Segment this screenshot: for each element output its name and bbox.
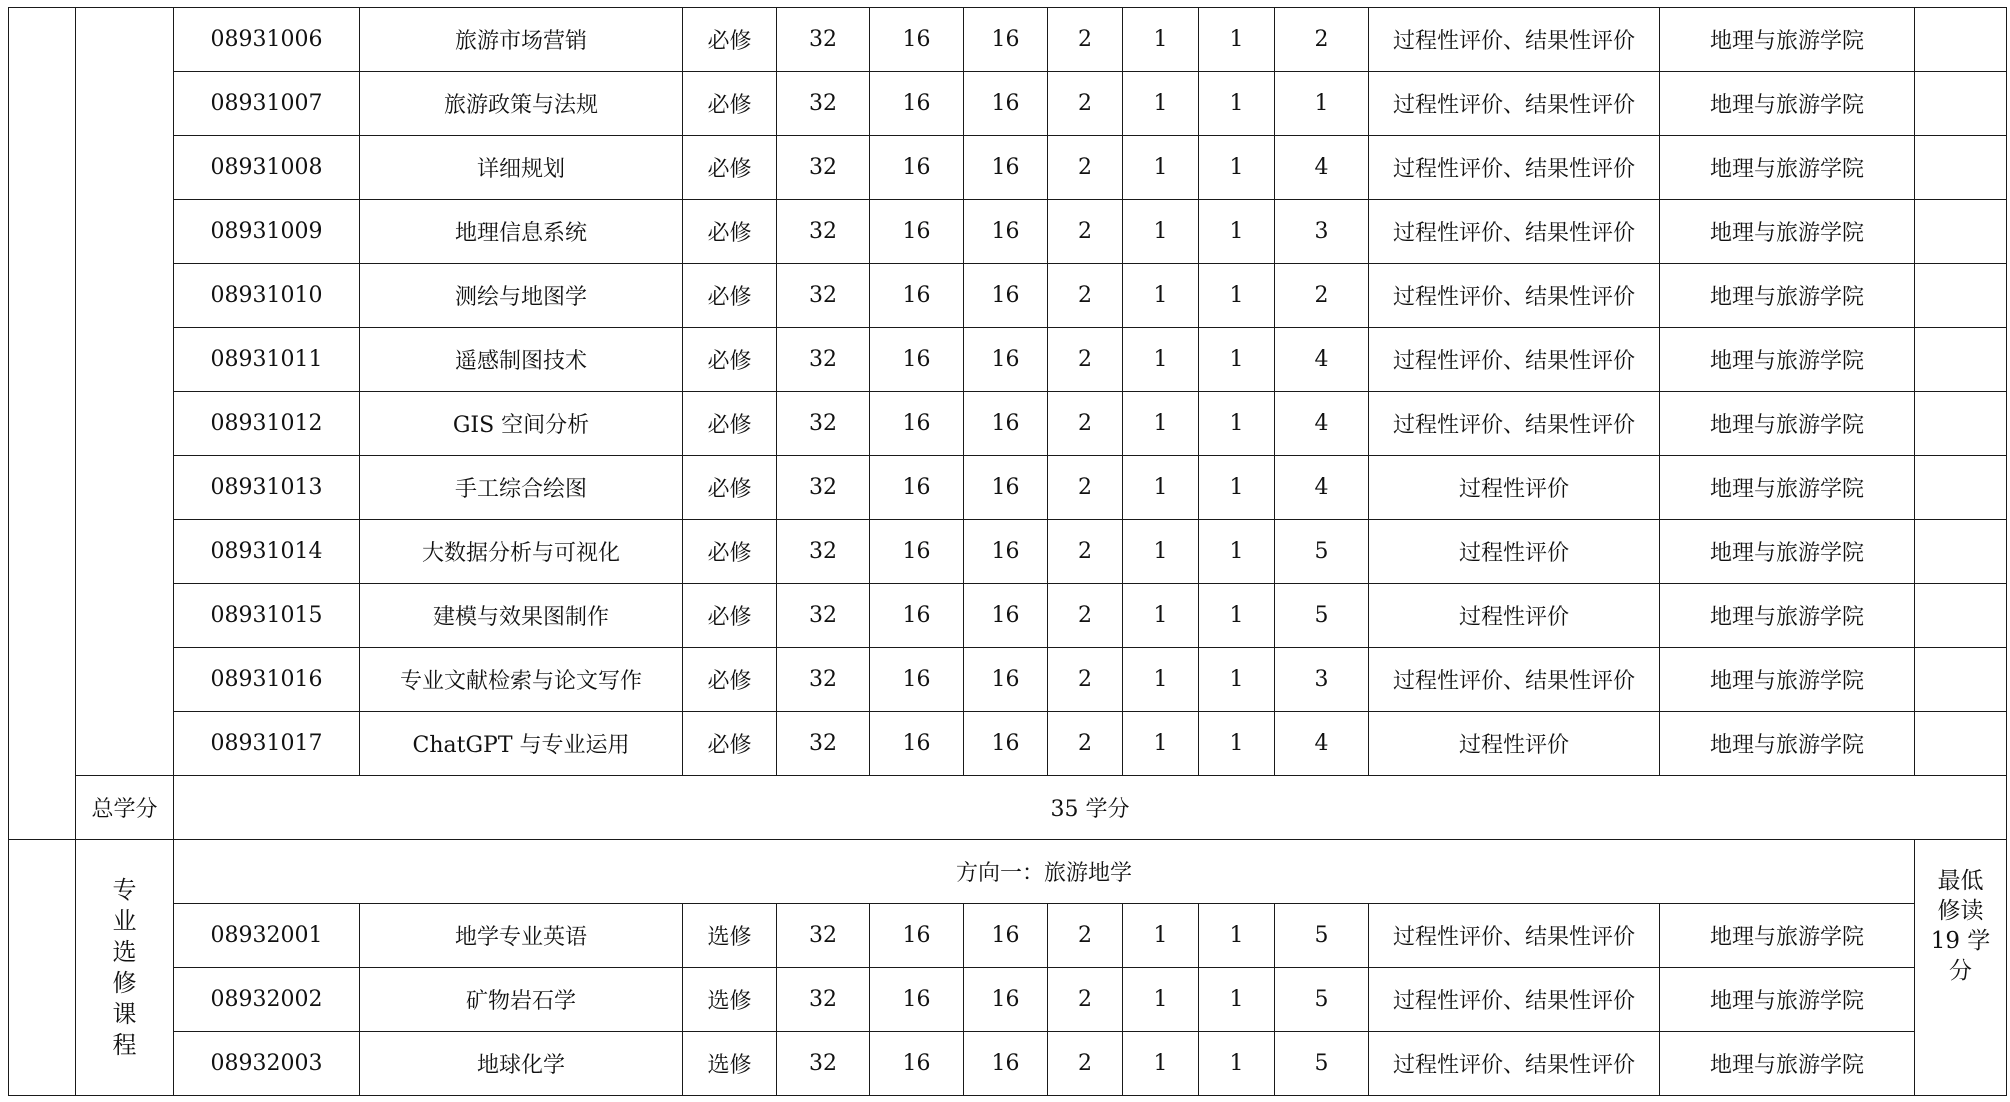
theory-credits-cell: 1: [1123, 712, 1199, 776]
department-cell: 地理与旅游学院: [1660, 392, 1915, 456]
theory-hours-cell: 16: [870, 456, 964, 520]
semester-cell: 4: [1275, 328, 1369, 392]
table-row: [9, 648, 2007, 712]
practice-credits-cell: 1: [1199, 904, 1275, 968]
assessment-cell: 过程性评价、结果性评价: [1369, 648, 1660, 712]
practice-hours-cell: 16: [964, 1032, 1048, 1096]
course-type-cell: 必修: [683, 648, 777, 712]
course-code-cell: 08931011: [174, 328, 360, 392]
course-type-cell: 必修: [683, 328, 777, 392]
total-hours-cell: 32: [777, 520, 870, 584]
department-cell: 地理与旅游学院: [1660, 328, 1915, 392]
course-code-cell: 08931006: [174, 8, 360, 72]
course-type-cell: 必修: [683, 8, 777, 72]
remark-cell: [1915, 520, 2007, 584]
semester-cell: 4: [1275, 392, 1369, 456]
note-line: 分: [1949, 958, 1972, 984]
course-plan-table: [8, 7, 2007, 1096]
course-type-cell: 选修: [683, 1032, 777, 1096]
course-type-cell: 必修: [683, 200, 777, 264]
total-hours-cell: 32: [777, 328, 870, 392]
assessment-cell: 过程性评价、结果性评价: [1369, 1032, 1660, 1096]
total-hours-cell: 32: [777, 584, 870, 648]
table-row: [9, 904, 2007, 968]
table-row: [9, 456, 2007, 520]
practice-credits-cell: 1: [1199, 200, 1275, 264]
course-name-cell: 手工综合绘图: [360, 456, 683, 520]
course-code-cell: 08932001: [174, 904, 360, 968]
assessment-cell: 过程性评价: [1369, 456, 1660, 520]
total-hours-cell: 32: [777, 200, 870, 264]
department-cell: 地理与旅游学院: [1660, 8, 1915, 72]
practice-hours-cell: 16: [964, 136, 1048, 200]
assessment-cell: 过程性评价、结果性评价: [1369, 72, 1660, 136]
remark-cell: [1915, 648, 2007, 712]
semester-cell: 1: [1275, 72, 1369, 136]
theory-hours-cell: 16: [870, 1032, 964, 1096]
department-cell: 地理与旅游学院: [1660, 264, 1915, 328]
table-row: [9, 264, 2007, 328]
assessment-cell: 过程性评价、结果性评价: [1369, 328, 1660, 392]
total-credits-label: 总学分: [76, 776, 174, 840]
practice-credits-cell: 1: [1199, 136, 1275, 200]
course-code-cell: 08931012: [174, 392, 360, 456]
semester-cell: 3: [1275, 648, 1369, 712]
theory-hours-cell: 16: [870, 584, 964, 648]
theory-hours-cell: 16: [870, 968, 964, 1032]
course-type-cell: 必修: [683, 520, 777, 584]
table-row: [9, 328, 2007, 392]
remark-cell: [1915, 392, 2007, 456]
assessment-cell: 过程性评价: [1369, 712, 1660, 776]
course-code-cell: 08931014: [174, 520, 360, 584]
section-b-category-cell: [9, 840, 76, 1096]
theory-credits-cell: 1: [1123, 1032, 1199, 1096]
theory-hours-cell: 16: [870, 648, 964, 712]
assessment-cell: 过程性评价、结果性评价: [1369, 8, 1660, 72]
practice-hours-cell: 16: [964, 712, 1048, 776]
course-type-cell: 必修: [683, 456, 777, 520]
credits-cell: 2: [1048, 520, 1123, 584]
semester-cell: 2: [1275, 264, 1369, 328]
note-line: 19 学: [1930, 928, 1991, 954]
assessment-cell: 过程性评价、结果性评价: [1369, 392, 1660, 456]
course-type-cell: 选修: [683, 968, 777, 1032]
category-char: 程: [112, 1030, 137, 1059]
credits-cell: 2: [1048, 584, 1123, 648]
note-line: 修读: [1937, 898, 1984, 924]
course-name-cell: 大数据分析与可视化: [360, 520, 683, 584]
course-code-cell: 08931013: [174, 456, 360, 520]
remark-cell: [1915, 264, 2007, 328]
credits-cell: 2: [1048, 328, 1123, 392]
table-row: [9, 8, 2007, 72]
theory-credits-cell: 1: [1123, 456, 1199, 520]
course-name-cell: 建模与效果图制作: [360, 584, 683, 648]
assessment-cell: 过程性评价、结果性评价: [1369, 968, 1660, 1032]
total-hours-cell: 32: [777, 72, 870, 136]
theory-hours-cell: 16: [870, 392, 964, 456]
practice-credits-cell: 1: [1199, 584, 1275, 648]
theory-credits-cell: 1: [1123, 8, 1199, 72]
assessment-cell: 过程性评价、结果性评价: [1369, 264, 1660, 328]
total-hours-cell: 32: [777, 712, 870, 776]
total-hours-cell: 32: [777, 968, 870, 1032]
credits-cell: 2: [1048, 456, 1123, 520]
course-code-cell: 08931010: [174, 264, 360, 328]
credits-cell: 2: [1048, 968, 1123, 1032]
course-name-cell: 旅游市场营销: [360, 8, 683, 72]
table-row: [9, 712, 2007, 776]
course-name-cell: 地球化学: [360, 1032, 683, 1096]
theory-credits-cell: 1: [1123, 392, 1199, 456]
practice-credits-cell: 1: [1199, 712, 1275, 776]
department-cell: 地理与旅游学院: [1660, 1032, 1915, 1096]
theory-hours-cell: 16: [870, 520, 964, 584]
min-credits-note: [1915, 840, 2007, 1096]
course-name-cell: 旅游政策与法规: [360, 72, 683, 136]
category-char: 课: [112, 999, 137, 1028]
remark-cell: [1915, 8, 2007, 72]
theory-credits-cell: 1: [1123, 968, 1199, 1032]
table-row: [9, 72, 2007, 136]
theory-hours-cell: 16: [870, 8, 964, 72]
practice-credits-cell: 1: [1199, 392, 1275, 456]
practice-hours-cell: 16: [964, 904, 1048, 968]
table-row: [9, 968, 2007, 1032]
course-type-cell: 必修: [683, 584, 777, 648]
theory-hours-cell: 16: [870, 72, 964, 136]
practice-credits-cell: 1: [1199, 8, 1275, 72]
course-code-cell: 08932002: [174, 968, 360, 1032]
course-code-cell: 08931017: [174, 712, 360, 776]
practice-credits-cell: 1: [1199, 520, 1275, 584]
practice-hours-cell: 16: [964, 968, 1048, 1032]
remark-cell: [1915, 712, 2007, 776]
course-code-cell: 08931016: [174, 648, 360, 712]
total-hours-cell: 32: [777, 264, 870, 328]
practice-credits-cell: 1: [1199, 264, 1275, 328]
department-cell: 地理与旅游学院: [1660, 520, 1915, 584]
theory-hours-cell: 16: [870, 328, 964, 392]
assessment-cell: 过程性评价、结果性评价: [1369, 904, 1660, 968]
practice-hours-cell: 16: [964, 392, 1048, 456]
credits-cell: 2: [1048, 904, 1123, 968]
course-name-cell: 矿物岩石学: [360, 968, 683, 1032]
credits-cell: 2: [1048, 200, 1123, 264]
course-name-cell: 测绘与地图学: [360, 264, 683, 328]
elective-category-label: [76, 840, 174, 1096]
course-type-cell: 必修: [683, 712, 777, 776]
semester-cell: 4: [1275, 712, 1369, 776]
semester-cell: 5: [1275, 584, 1369, 648]
department-cell: 地理与旅游学院: [1660, 968, 1915, 1032]
department-cell: 地理与旅游学院: [1660, 136, 1915, 200]
credits-cell: 2: [1048, 648, 1123, 712]
semester-cell: 4: [1275, 136, 1369, 200]
theory-credits-cell: 1: [1123, 904, 1199, 968]
table-row: [9, 136, 2007, 200]
course-type-cell: 必修: [683, 136, 777, 200]
theory-credits-cell: 1: [1123, 648, 1199, 712]
assessment-cell: 过程性评价、结果性评价: [1369, 136, 1660, 200]
remark-cell: [1915, 584, 2007, 648]
course-code-cell: 08931007: [174, 72, 360, 136]
total-credits-value: 35 学分: [174, 776, 2007, 840]
theory-hours-cell: 16: [870, 200, 964, 264]
semester-cell: 2: [1275, 8, 1369, 72]
course-type-cell: 必修: [683, 392, 777, 456]
practice-hours-cell: 16: [964, 8, 1048, 72]
category-char: 修: [112, 968, 137, 997]
practice-hours-cell: 16: [964, 648, 1048, 712]
practice-hours-cell: 16: [964, 328, 1048, 392]
total-hours-cell: 32: [777, 648, 870, 712]
remark-cell: [1915, 456, 2007, 520]
table-row: [9, 840, 2007, 904]
total-hours-cell: 32: [777, 904, 870, 968]
credits-cell: 2: [1048, 136, 1123, 200]
category-char: 业: [112, 906, 137, 935]
department-cell: 地理与旅游学院: [1660, 72, 1915, 136]
course-code-cell: 08931015: [174, 584, 360, 648]
department-cell: 地理与旅游学院: [1660, 712, 1915, 776]
theory-hours-cell: 16: [870, 136, 964, 200]
credits-cell: 2: [1048, 1032, 1123, 1096]
theory-credits-cell: 1: [1123, 136, 1199, 200]
remark-cell: [1915, 72, 2007, 136]
total-hours-cell: 32: [777, 456, 870, 520]
practice-hours-cell: 16: [964, 264, 1048, 328]
course-code-cell: 08931009: [174, 200, 360, 264]
practice-credits-cell: 1: [1199, 328, 1275, 392]
theory-hours-cell: 16: [870, 904, 964, 968]
assessment-cell: 过程性评价、结果性评价: [1369, 200, 1660, 264]
remark-cell: [1915, 200, 2007, 264]
department-cell: 地理与旅游学院: [1660, 584, 1915, 648]
theory-credits-cell: 1: [1123, 520, 1199, 584]
semester-cell: 4: [1275, 456, 1369, 520]
note-line: 最低: [1937, 868, 1984, 894]
theory-credits-cell: 1: [1123, 328, 1199, 392]
total-hours-cell: 32: [777, 392, 870, 456]
category-char: 选: [112, 937, 137, 966]
course-name-cell: 详细规划: [360, 136, 683, 200]
semester-cell: 5: [1275, 904, 1369, 968]
course-name-cell: 遥感制图技术: [360, 328, 683, 392]
assessment-cell: 过程性评价: [1369, 584, 1660, 648]
assessment-cell: 过程性评价: [1369, 520, 1660, 584]
table-row: [9, 200, 2007, 264]
course-code-cell: 08931008: [174, 136, 360, 200]
credits-cell: 2: [1048, 264, 1123, 328]
practice-credits-cell: 1: [1199, 968, 1275, 1032]
course-type-cell: 选修: [683, 904, 777, 968]
table-row: [9, 776, 2007, 840]
practice-hours-cell: 16: [964, 584, 1048, 648]
course-type-cell: 必修: [683, 264, 777, 328]
credits-cell: 2: [1048, 72, 1123, 136]
course-name-cell: GIS 空间分析: [360, 392, 683, 456]
credits-cell: 2: [1048, 392, 1123, 456]
table-row: [9, 1032, 2007, 1096]
direction-title: 方向一：旅游地学: [174, 840, 1915, 904]
remark-cell: [1915, 136, 2007, 200]
course-name-cell: 地学专业英语: [360, 904, 683, 968]
category-char: 专: [112, 875, 137, 904]
table-row: [9, 584, 2007, 648]
credits-cell: 2: [1048, 8, 1123, 72]
table-row: [9, 520, 2007, 584]
table-row: [9, 392, 2007, 456]
practice-credits-cell: 1: [1199, 648, 1275, 712]
course-name-cell: ChatGPT 与专业运用: [360, 712, 683, 776]
practice-credits-cell: 1: [1199, 72, 1275, 136]
practice-credits-cell: 1: [1199, 1032, 1275, 1096]
semester-cell: 5: [1275, 1032, 1369, 1096]
total-hours-cell: 32: [777, 8, 870, 72]
theory-credits-cell: 1: [1123, 584, 1199, 648]
practice-hours-cell: 16: [964, 456, 1048, 520]
theory-credits-cell: 1: [1123, 264, 1199, 328]
total-hours-cell: 32: [777, 136, 870, 200]
section-a-category-cell: [9, 8, 76, 840]
theory-hours-cell: 16: [870, 712, 964, 776]
practice-hours-cell: 16: [964, 72, 1048, 136]
department-cell: 地理与旅游学院: [1660, 648, 1915, 712]
theory-credits-cell: 1: [1123, 72, 1199, 136]
course-type-cell: 必修: [683, 72, 777, 136]
section-a-subcategory-cell: [76, 8, 174, 776]
theory-credits-cell: 1: [1123, 200, 1199, 264]
practice-hours-cell: 16: [964, 200, 1048, 264]
department-cell: 地理与旅游学院: [1660, 200, 1915, 264]
course-code-cell: 08932003: [174, 1032, 360, 1096]
table-body: [9, 8, 2007, 1096]
semester-cell: 5: [1275, 520, 1369, 584]
semester-cell: 5: [1275, 968, 1369, 1032]
course-name-cell: 地理信息系统: [360, 200, 683, 264]
theory-hours-cell: 16: [870, 264, 964, 328]
department-cell: 地理与旅游学院: [1660, 904, 1915, 968]
practice-hours-cell: 16: [964, 520, 1048, 584]
remark-cell: [1915, 328, 2007, 392]
total-hours-cell: 32: [777, 1032, 870, 1096]
course-name-cell: 专业文献检索与论文写作: [360, 648, 683, 712]
practice-credits-cell: 1: [1199, 456, 1275, 520]
credits-cell: 2: [1048, 712, 1123, 776]
semester-cell: 3: [1275, 200, 1369, 264]
department-cell: 地理与旅游学院: [1660, 456, 1915, 520]
